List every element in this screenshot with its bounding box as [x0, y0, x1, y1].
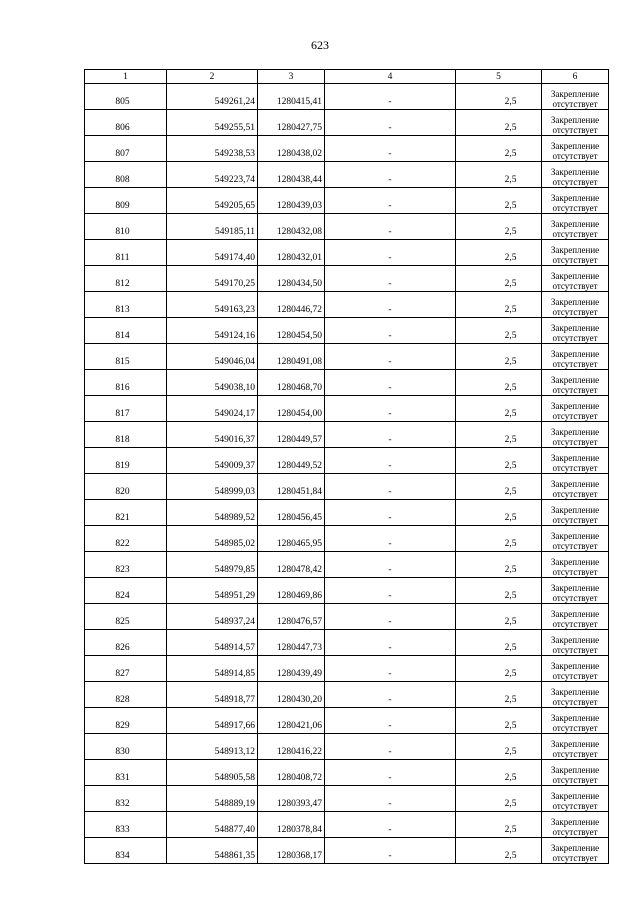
- fixing-status-cell: [542, 422, 609, 448]
- fixing-status-line: отсутствует: [552, 203, 598, 213]
- column-4-cell: -: [325, 578, 456, 604]
- column-4-cell: -: [325, 188, 456, 214]
- header-col-2: 2: [167, 70, 258, 84]
- y-coordinate-cell: 1280446,72: [258, 292, 325, 318]
- point-number-cell: 814: [85, 318, 167, 344]
- point-number-cell: 810: [85, 214, 167, 240]
- x-coordinate-cell: 548861,35: [167, 838, 258, 864]
- fixing-status-line: Закрепление: [550, 661, 600, 671]
- column-4-cell: -: [325, 838, 456, 864]
- point-number-cell: 812: [85, 266, 167, 292]
- fixing-status-line: Закрепление: [550, 297, 600, 307]
- fixing-status-cell: [542, 136, 609, 162]
- y-coordinate-cell: 1280456,45: [258, 500, 325, 526]
- fixing-status-cell: [542, 786, 609, 812]
- fixing-status-line: отсутствует: [552, 801, 598, 811]
- column-4-cell: -: [325, 448, 456, 474]
- fixing-status-cell: [542, 604, 609, 630]
- fixing-status-line: отсутствует: [552, 567, 598, 577]
- column-5-cell: 2,5: [456, 448, 542, 474]
- fixing-status-line: Закрепление: [550, 349, 600, 359]
- column-5-cell: 2,5: [456, 526, 542, 552]
- fixing-status-line: отсутствует: [552, 489, 598, 499]
- fixing-status-line: Закрепление: [550, 817, 600, 827]
- fixing-status-cell: [542, 214, 609, 240]
- x-coordinate-cell: 548937,24: [167, 604, 258, 630]
- column-4-cell: -: [325, 630, 456, 656]
- table-row: [85, 84, 609, 110]
- column-4-cell: -: [325, 604, 456, 630]
- column-4-cell: -: [325, 786, 456, 812]
- column-4-cell: -: [325, 474, 456, 500]
- y-coordinate-cell: 1280465,95: [258, 526, 325, 552]
- fixing-status-line: отсутствует: [552, 255, 598, 265]
- fixing-status-line: отсутствует: [552, 151, 598, 161]
- y-coordinate-cell: 1280434,50: [258, 266, 325, 292]
- column-5-cell: 2,5: [456, 500, 542, 526]
- point-number-cell: 808: [85, 162, 167, 188]
- column-4-cell: -: [325, 396, 456, 422]
- fixing-status-line: отсутствует: [552, 281, 598, 291]
- fixing-status-line: отсутствует: [552, 671, 598, 681]
- table-row: [85, 708, 609, 734]
- y-coordinate-cell: 1280451,84: [258, 474, 325, 500]
- table-row: [85, 656, 609, 682]
- table-row: [85, 734, 609, 760]
- column-4-cell: -: [325, 162, 456, 188]
- column-5-cell: 2,5: [456, 708, 542, 734]
- column-4-cell: -: [325, 708, 456, 734]
- x-coordinate-cell: 549024,17: [167, 396, 258, 422]
- fixing-status-line: Закрепление: [550, 141, 600, 151]
- y-coordinate-cell: 1280415,41: [258, 84, 325, 110]
- x-coordinate-cell: 549038,10: [167, 370, 258, 396]
- y-coordinate-cell: 1280439,03: [258, 188, 325, 214]
- column-5-cell: 2,5: [456, 240, 542, 266]
- fixing-status-cell: [542, 526, 609, 552]
- header-row: [85, 70, 609, 84]
- page-number: 623: [311, 38, 329, 52]
- fixing-status-cell: [542, 474, 609, 500]
- y-coordinate-cell: 1280449,57: [258, 422, 325, 448]
- column-4-cell: -: [325, 266, 456, 292]
- column-5-cell: 2,5: [456, 474, 542, 500]
- y-coordinate-cell: 1280438,44: [258, 162, 325, 188]
- column-4-cell: -: [325, 552, 456, 578]
- table-row: [85, 526, 609, 552]
- x-coordinate-cell: 548877,40: [167, 812, 258, 838]
- x-coordinate-cell: 549255,51: [167, 110, 258, 136]
- table-row: [85, 682, 609, 708]
- fixing-status-cell: [542, 344, 609, 370]
- table-row: [85, 396, 609, 422]
- point-number-cell: 826: [85, 630, 167, 656]
- fixing-status-cell: [542, 760, 609, 786]
- fixing-status-cell: [542, 656, 609, 682]
- y-coordinate-cell: 1280491,08: [258, 344, 325, 370]
- fixing-status-cell: [542, 318, 609, 344]
- x-coordinate-cell: 548951,29: [167, 578, 258, 604]
- x-coordinate-cell: 549261,24: [167, 84, 258, 110]
- fixing-status-line: отсутствует: [552, 125, 598, 135]
- fixing-status-line: Закрепление: [550, 219, 600, 229]
- fixing-status-line: Закрепление: [550, 765, 600, 775]
- column-4-cell: -: [325, 318, 456, 344]
- table-row: [85, 214, 609, 240]
- fixing-status-line: Закрепление: [550, 609, 600, 619]
- fixing-status-line: Закрепление: [550, 713, 600, 723]
- table-row: [85, 370, 609, 396]
- point-number-cell: 827: [85, 656, 167, 682]
- header-col-6: 6: [542, 70, 609, 84]
- y-coordinate-cell: 1280393,47: [258, 786, 325, 812]
- fixing-status-line: отсутствует: [552, 619, 598, 629]
- fixing-status-line: Закрепление: [550, 271, 600, 281]
- fixing-status-line: Закрепление: [550, 453, 600, 463]
- y-coordinate-cell: 1280468,70: [258, 370, 325, 396]
- column-5-cell: 2,5: [456, 266, 542, 292]
- point-number-cell: 811: [85, 240, 167, 266]
- y-coordinate-cell: 1280438,02: [258, 136, 325, 162]
- fixing-status-cell: [542, 292, 609, 318]
- column-5-cell: 2,5: [456, 760, 542, 786]
- fixing-status-line: отсутствует: [552, 853, 598, 863]
- fixing-status-line: отсутствует: [552, 593, 598, 603]
- point-number-cell: 832: [85, 786, 167, 812]
- x-coordinate-cell: 549124,16: [167, 318, 258, 344]
- fixing-status-line: отсутствует: [552, 307, 598, 317]
- table-row: [85, 266, 609, 292]
- point-number-cell: 824: [85, 578, 167, 604]
- y-coordinate-cell: 1280447,73: [258, 630, 325, 656]
- fixing-status-cell: [542, 682, 609, 708]
- point-number-cell: 809: [85, 188, 167, 214]
- table-row: [85, 188, 609, 214]
- y-coordinate-cell: 1280427,75: [258, 110, 325, 136]
- table-row: [85, 604, 609, 630]
- point-number-cell: 823: [85, 552, 167, 578]
- table-row: [85, 760, 609, 786]
- y-coordinate-cell: 1280408,72: [258, 760, 325, 786]
- fixing-status-line: отсутствует: [552, 723, 598, 733]
- y-coordinate-cell: 1280478,42: [258, 552, 325, 578]
- x-coordinate-cell: 549046,04: [167, 344, 258, 370]
- x-coordinate-cell: 549205,65: [167, 188, 258, 214]
- fixing-status-line: Закрепление: [550, 635, 600, 645]
- point-number-cell: 807: [85, 136, 167, 162]
- fixing-status-line: отсутствует: [552, 385, 598, 395]
- point-number-cell: 815: [85, 344, 167, 370]
- x-coordinate-cell: 549170,25: [167, 266, 258, 292]
- fixing-status-line: Закрепление: [550, 739, 600, 749]
- fixing-status-cell: [542, 266, 609, 292]
- fixing-status-line: отсутствует: [552, 437, 598, 447]
- y-coordinate-cell: 1280368,17: [258, 838, 325, 864]
- fixing-status-line: отсутствует: [552, 359, 598, 369]
- column-5-cell: 2,5: [456, 84, 542, 110]
- column-5-cell: 2,5: [456, 214, 542, 240]
- table-row: [85, 812, 609, 838]
- table-row: [85, 448, 609, 474]
- y-coordinate-cell: 1280469,86: [258, 578, 325, 604]
- point-number-cell: 816: [85, 370, 167, 396]
- fixing-status-cell: [542, 240, 609, 266]
- column-4-cell: -: [325, 110, 456, 136]
- column-4-cell: -: [325, 760, 456, 786]
- fixing-status-cell: [542, 708, 609, 734]
- fixing-status-line: Закрепление: [550, 193, 600, 203]
- x-coordinate-cell: 549009,37: [167, 448, 258, 474]
- table-row: [85, 786, 609, 812]
- column-5-cell: 2,5: [456, 578, 542, 604]
- y-coordinate-cell: 1280378,84: [258, 812, 325, 838]
- column-4-cell: -: [325, 292, 456, 318]
- column-5-cell: 2,5: [456, 786, 542, 812]
- point-number-cell: 834: [85, 838, 167, 864]
- x-coordinate-cell: 548918,77: [167, 682, 258, 708]
- x-coordinate-cell: 548889,19: [167, 786, 258, 812]
- table-row: [85, 630, 609, 656]
- point-number-cell: 813: [85, 292, 167, 318]
- column-5-cell: 2,5: [456, 292, 542, 318]
- fixing-status-line: Закрепление: [550, 505, 600, 515]
- point-number-cell: 820: [85, 474, 167, 500]
- y-coordinate-cell: 1280432,08: [258, 214, 325, 240]
- fixing-status-line: отсутствует: [552, 229, 598, 239]
- table-header: [85, 70, 609, 84]
- point-number-cell: 829: [85, 708, 167, 734]
- fixing-status-line: Закрепление: [550, 89, 600, 99]
- column-4-cell: -: [325, 240, 456, 266]
- x-coordinate-cell: 549185,11: [167, 214, 258, 240]
- column-4-cell: -: [325, 682, 456, 708]
- x-coordinate-cell: 548913,12: [167, 734, 258, 760]
- x-coordinate-cell: 548917,66: [167, 708, 258, 734]
- table-body: [85, 84, 609, 864]
- x-coordinate-cell: 549223,74: [167, 162, 258, 188]
- column-4-cell: -: [325, 526, 456, 552]
- point-number-cell: 831: [85, 760, 167, 786]
- table-row: [85, 292, 609, 318]
- column-4-cell: -: [325, 84, 456, 110]
- column-5-cell: 2,5: [456, 734, 542, 760]
- column-4-cell: -: [325, 344, 456, 370]
- table-row: [85, 240, 609, 266]
- fixing-status-line: Закрепление: [550, 427, 600, 437]
- fixing-status-line: Закрепление: [550, 791, 600, 801]
- column-4-cell: -: [325, 422, 456, 448]
- x-coordinate-cell: 549163,23: [167, 292, 258, 318]
- column-5-cell: 2,5: [456, 396, 542, 422]
- x-coordinate-cell: 548989,52: [167, 500, 258, 526]
- column-5-cell: 2,5: [456, 838, 542, 864]
- x-coordinate-cell: 549238,53: [167, 136, 258, 162]
- fixing-status-line: Закрепление: [550, 323, 600, 333]
- fixing-status-line: отсутствует: [552, 177, 598, 187]
- y-coordinate-cell: 1280454,50: [258, 318, 325, 344]
- y-coordinate-cell: 1280421,06: [258, 708, 325, 734]
- fixing-status-line: Закрепление: [550, 557, 600, 567]
- column-4-cell: -: [325, 214, 456, 240]
- column-4-cell: -: [325, 812, 456, 838]
- column-4-cell: -: [325, 136, 456, 162]
- y-coordinate-cell: 1280476,57: [258, 604, 325, 630]
- fixing-status-line: отсутствует: [552, 411, 598, 421]
- table-row: [85, 162, 609, 188]
- point-number-cell: 825: [85, 604, 167, 630]
- column-5-cell: 2,5: [456, 656, 542, 682]
- point-number-cell: 821: [85, 500, 167, 526]
- point-number-cell: 818: [85, 422, 167, 448]
- fixing-status-cell: [542, 838, 609, 864]
- table-row: [85, 474, 609, 500]
- fixing-status-line: Закрепление: [550, 115, 600, 125]
- fixing-status-line: отсутствует: [552, 645, 598, 655]
- table-row: [85, 838, 609, 864]
- x-coordinate-cell: 548905,58: [167, 760, 258, 786]
- point-number-cell: 806: [85, 110, 167, 136]
- column-4-cell: -: [325, 734, 456, 760]
- table-row: [85, 110, 609, 136]
- fixing-status-line: отсутствует: [552, 749, 598, 759]
- point-number-cell: 817: [85, 396, 167, 422]
- fixing-status-cell: [542, 812, 609, 838]
- x-coordinate-cell: 549174,40: [167, 240, 258, 266]
- column-5-cell: 2,5: [456, 552, 542, 578]
- table-row: [85, 500, 609, 526]
- point-number-cell: 830: [85, 734, 167, 760]
- fixing-status-cell: [542, 500, 609, 526]
- fixing-status-line: отсутствует: [552, 463, 598, 473]
- table-row: [85, 552, 609, 578]
- column-5-cell: 2,5: [456, 136, 542, 162]
- x-coordinate-cell: 548999,03: [167, 474, 258, 500]
- point-number-cell: 833: [85, 812, 167, 838]
- header-col-5: 5: [456, 70, 542, 84]
- x-coordinate-cell: 549016,37: [167, 422, 258, 448]
- table-row: [85, 136, 609, 162]
- fixing-status-line: Закрепление: [550, 375, 600, 385]
- fixing-status-line: Закрепление: [550, 583, 600, 593]
- y-coordinate-cell: 1280432,01: [258, 240, 325, 266]
- fixing-status-line: отсутствует: [552, 333, 598, 343]
- fixing-status-cell: [542, 448, 609, 474]
- table-row: [85, 422, 609, 448]
- fixing-status-cell: [542, 734, 609, 760]
- fixing-status-line: отсутствует: [552, 775, 598, 785]
- header-col-1: 1: [85, 70, 167, 84]
- fixing-status-line: отсутствует: [552, 697, 598, 707]
- fixing-status-line: Закрепление: [550, 245, 600, 255]
- fixing-status-cell: [542, 188, 609, 214]
- fixing-status-line: Закрепление: [550, 167, 600, 177]
- y-coordinate-cell: 1280454,00: [258, 396, 325, 422]
- fixing-status-cell: [542, 396, 609, 422]
- x-coordinate-cell: 548979,85: [167, 552, 258, 578]
- table-row: [85, 318, 609, 344]
- fixing-status-line: отсутствует: [552, 541, 598, 551]
- fixing-status-cell: [542, 370, 609, 396]
- fixing-status-line: Закрепление: [550, 479, 600, 489]
- column-5-cell: 2,5: [456, 188, 542, 214]
- column-5-cell: 2,5: [456, 344, 542, 370]
- fixing-status-cell: [542, 578, 609, 604]
- fixing-status-line: Закрепление: [550, 401, 600, 411]
- column-4-cell: -: [325, 370, 456, 396]
- fixing-status-line: отсутствует: [552, 515, 598, 525]
- x-coordinate-cell: 548914,85: [167, 656, 258, 682]
- x-coordinate-cell: 548985,02: [167, 526, 258, 552]
- column-5-cell: 2,5: [456, 630, 542, 656]
- table-row: [85, 578, 609, 604]
- column-5-cell: 2,5: [456, 110, 542, 136]
- y-coordinate-cell: 1280439,49: [258, 656, 325, 682]
- fixing-status-cell: [542, 630, 609, 656]
- point-number-cell: 828: [85, 682, 167, 708]
- fixing-status-line: Закрепление: [550, 531, 600, 541]
- column-5-cell: 2,5: [456, 604, 542, 630]
- fixing-status-line: отсутствует: [552, 827, 598, 837]
- fixing-status-cell: [542, 84, 609, 110]
- column-5-cell: 2,5: [456, 370, 542, 396]
- column-5-cell: 2,5: [456, 682, 542, 708]
- y-coordinate-cell: 1280449,52: [258, 448, 325, 474]
- fixing-status-line: Закрепление: [550, 843, 600, 853]
- fixing-status-cell: [542, 552, 609, 578]
- column-5-cell: 2,5: [456, 162, 542, 188]
- point-number-cell: 805: [85, 84, 167, 110]
- x-coordinate-cell: 548914,57: [167, 630, 258, 656]
- column-4-cell: -: [325, 500, 456, 526]
- fixing-status-cell: [542, 162, 609, 188]
- fixing-status-line: отсутствует: [552, 99, 598, 109]
- table-row: [85, 344, 609, 370]
- y-coordinate-cell: 1280416,22: [258, 734, 325, 760]
- column-5-cell: 2,5: [456, 318, 542, 344]
- fixing-status-line: Закрепление: [550, 687, 600, 697]
- y-coordinate-cell: 1280430,20: [258, 682, 325, 708]
- column-5-cell: 2,5: [456, 812, 542, 838]
- point-number-cell: 819: [85, 448, 167, 474]
- column-4-cell: -: [325, 656, 456, 682]
- fixing-status-cell: [542, 110, 609, 136]
- point-number-cell: 822: [85, 526, 167, 552]
- header-col-3: 3: [258, 70, 325, 84]
- header-col-4: 4: [325, 70, 456, 84]
- coordinates-table: [84, 69, 609, 864]
- column-5-cell: 2,5: [456, 422, 542, 448]
